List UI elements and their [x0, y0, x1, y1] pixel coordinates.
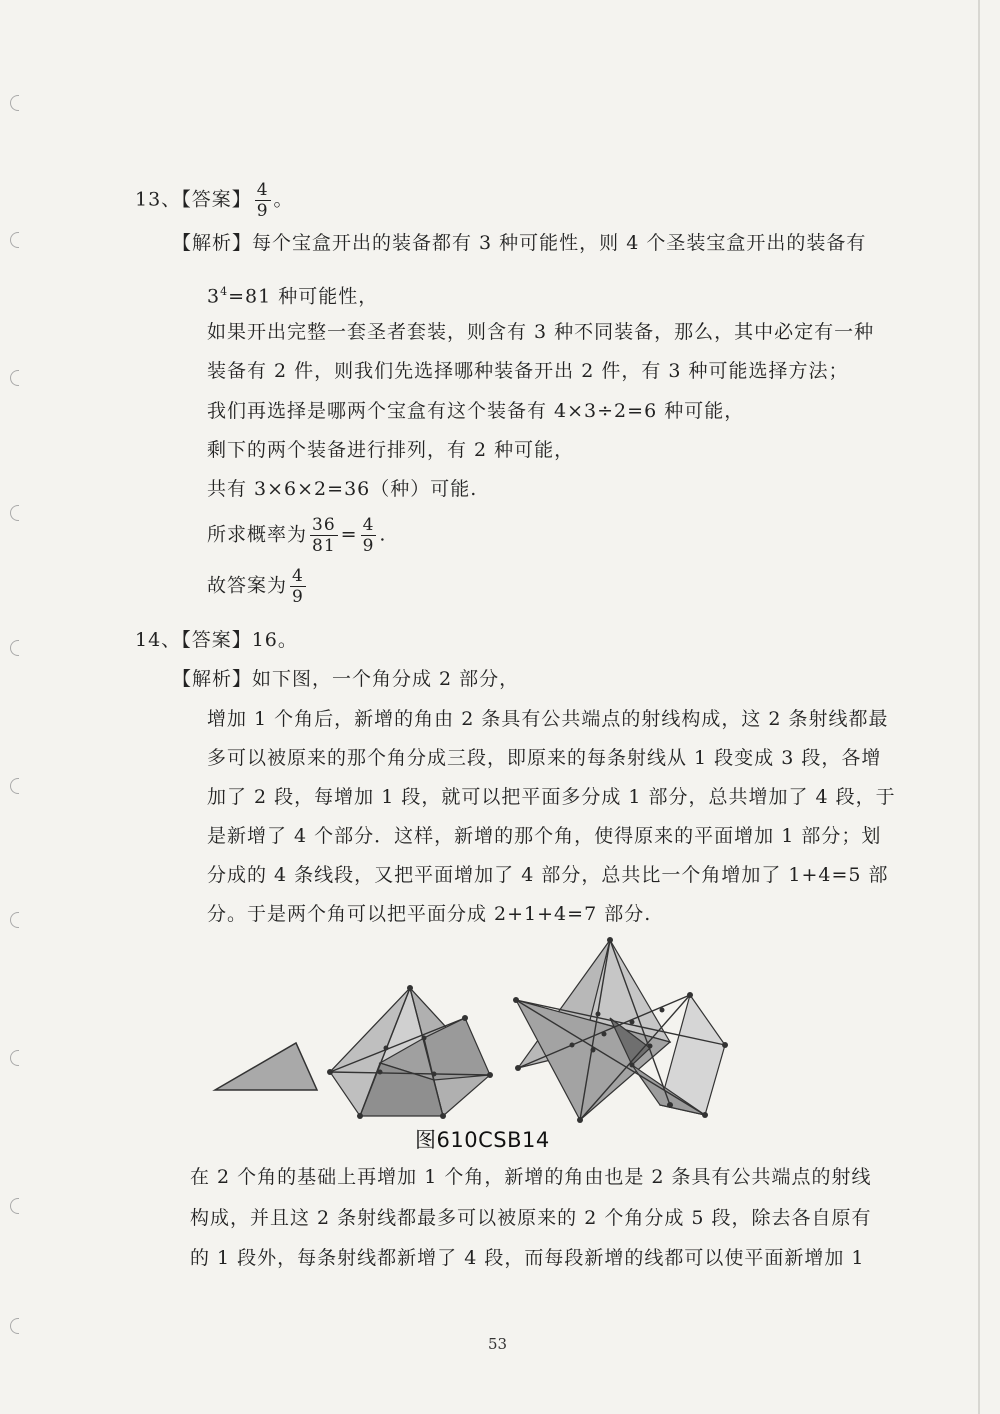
q14-analysis-label: 【解析】 — [172, 668, 253, 690]
power-base: 3 — [207, 285, 221, 308]
q13-analysis-line-1 — [172, 229, 866, 257]
q13-number: 13、 — [135, 188, 182, 211]
binding-hole — [10, 912, 19, 928]
fraction-denominator: 9 — [292, 587, 304, 607]
q14-analysis-line-9: 构成，并且这 2 条射线都最多可以被原来的 2 个角分成 5 段，除去各自原有 — [190, 1207, 872, 1229]
q14-analysis-line-8: 在 2 个角的基础上再增加 1 个角，新增的角由也是 2 条具有公共端点的射线 — [190, 1166, 872, 1188]
three-angles-diagram — [513, 937, 728, 1123]
binding-hole — [10, 1198, 19, 1214]
q13-analysis-line-3: 如果开出完整一套圣者套装，则含有 3 种不同装备，那么，其中必定有一种 — [207, 321, 875, 343]
vertex-dot — [577, 1117, 583, 1123]
q13-analysis-line-2 — [207, 278, 378, 310]
angle-region — [215, 1043, 317, 1090]
q14-analysis-line-1 — [172, 665, 519, 693]
page-edge — [978, 0, 980, 1414]
q13-analysis-line-5: 我们再选择是哪两个宝盒有这个装备有 4×3÷2=6 种可能， — [207, 400, 745, 422]
q14-answer-label: 【答案】 — [181, 629, 252, 651]
q13-answer-label: 【答案】 — [181, 188, 252, 211]
intersection-dot — [422, 1036, 427, 1041]
equals-sign: = — [340, 523, 358, 546]
fraction-denominator: 9 — [362, 536, 375, 556]
q13-analysis-line-7: 共有 3×6×2=36（种）可能. — [207, 478, 478, 500]
intersection-dot — [602, 1032, 607, 1037]
q14-analysis-line-10: 的 1 段外，每条射线都新增了 4 段，而每段新增的线都可以使平面新增加 1 — [190, 1247, 865, 1269]
vertex-dot — [515, 1065, 521, 1071]
vertex-dot — [357, 1113, 363, 1119]
vertex-dot — [687, 992, 693, 998]
intersection-dot — [378, 1070, 383, 1075]
q14-number: 14、 — [135, 629, 182, 651]
two-angles-diagram — [327, 985, 493, 1119]
q13-answer-line — [135, 180, 294, 221]
q13-text: 故答案为 — [207, 574, 288, 597]
vertex-dot — [407, 985, 413, 991]
q13-text: 所求概率为 — [207, 523, 308, 546]
intersection-dot — [432, 1072, 437, 1077]
binding-hole — [10, 505, 19, 521]
q14-analysis-line-6: 分成的 4 条线段，又把平面增加了 4 部分，总共比一个角增加了 1+4=5 部 — [207, 864, 889, 886]
fraction-numerator: 4 — [362, 515, 375, 535]
binding-hole — [10, 370, 19, 386]
intersection-dot — [660, 1008, 665, 1013]
vertex-dot — [702, 1112, 708, 1118]
final-answer-fraction — [290, 566, 306, 607]
page-number: 53 — [488, 1335, 508, 1353]
binding-hole — [10, 778, 19, 794]
vertex-dot — [607, 937, 613, 943]
fraction-numerator: 4 — [256, 180, 269, 200]
figure-caption: 图610CSB14 — [415, 1128, 550, 1152]
q14-analysis-line-4: 加了 2 段，每增加 1 段，就可以把平面多分成 1 部分，总共增加了 4 段，于 — [207, 786, 896, 808]
vertex-dot — [513, 997, 519, 1003]
intersection-dot — [648, 1044, 653, 1049]
q14-analysis-line-5: 是新增了 4 个部分．这样，新增的那个角，使得原来的平面增加 1 部分；划 — [207, 825, 882, 847]
vertex-dot — [487, 1072, 493, 1078]
power-exponent: 4 — [220, 285, 229, 298]
q13-analysis-line-4: 装备有 2 件，则我们先选择哪种装备开出 2 件，有 3 种可能选择方法； — [207, 360, 849, 382]
q14-analysis-line-3: 多可以被原来的那个角分成三段，即原来的每条射线从 1 段变成 3 段，各增 — [207, 747, 882, 769]
binding-hole — [10, 640, 19, 656]
intersection-dot — [570, 1043, 575, 1048]
fraction-denominator: 9 — [256, 201, 269, 221]
q13-analysis-line-6: 剩下的两个装备进行排列，有 2 种可能， — [207, 439, 575, 461]
q13-answer-fraction — [255, 180, 271, 221]
binding-hole — [10, 95, 19, 111]
reduced-fraction — [361, 515, 377, 556]
q13-text: 每个宝盒开出的装备都有 3 种可能性，则 4 个圣装宝盒开出的装备有 — [252, 232, 867, 254]
q14-analysis-line-2: 增加 1 个角后，新增的角由 2 条具有公共端点的射线构成，这 2 条射线都最 — [207, 708, 889, 730]
q13-analysis-line-8 — [207, 515, 386, 556]
fraction-numerator: 36 — [312, 515, 336, 535]
period: . — [379, 523, 387, 546]
intersection-dot — [596, 1012, 601, 1017]
q14-answer-value: 16。 — [251, 629, 298, 651]
q13-analysis-label: 【解析】 — [172, 232, 253, 254]
binding-hole — [10, 1050, 19, 1066]
vertex-dot — [722, 1042, 728, 1048]
vertex-dot — [667, 1102, 673, 1108]
q14-analysis-line-7: 分。于是两个角可以把平面分成 2+1+4=7 部分. — [207, 903, 652, 925]
one-angle-diagram — [215, 1043, 317, 1090]
intersection-dot — [384, 1046, 389, 1051]
binding-hole — [10, 1318, 19, 1334]
fraction-numerator: 4 — [292, 566, 304, 586]
q13-text: =81 种可能性， — [228, 285, 379, 308]
q13-analysis-line-9 — [207, 566, 309, 607]
q13-answer-end: 。 — [273, 188, 294, 211]
binding-hole — [10, 232, 19, 248]
intersection-dot — [630, 1063, 635, 1068]
fraction-denominator: 81 — [312, 536, 336, 556]
q14-answer-line — [135, 626, 298, 654]
probability-fraction — [310, 515, 338, 556]
angle-division-figure — [200, 930, 760, 1130]
vertex-dot — [327, 1069, 333, 1075]
vertex-dot — [440, 1113, 446, 1119]
intersection-dot — [591, 1048, 596, 1053]
q14-text: 如下图，一个角分成 2 部分， — [252, 668, 520, 690]
intersection-dot — [630, 1020, 635, 1025]
vertex-dot — [462, 1015, 468, 1021]
